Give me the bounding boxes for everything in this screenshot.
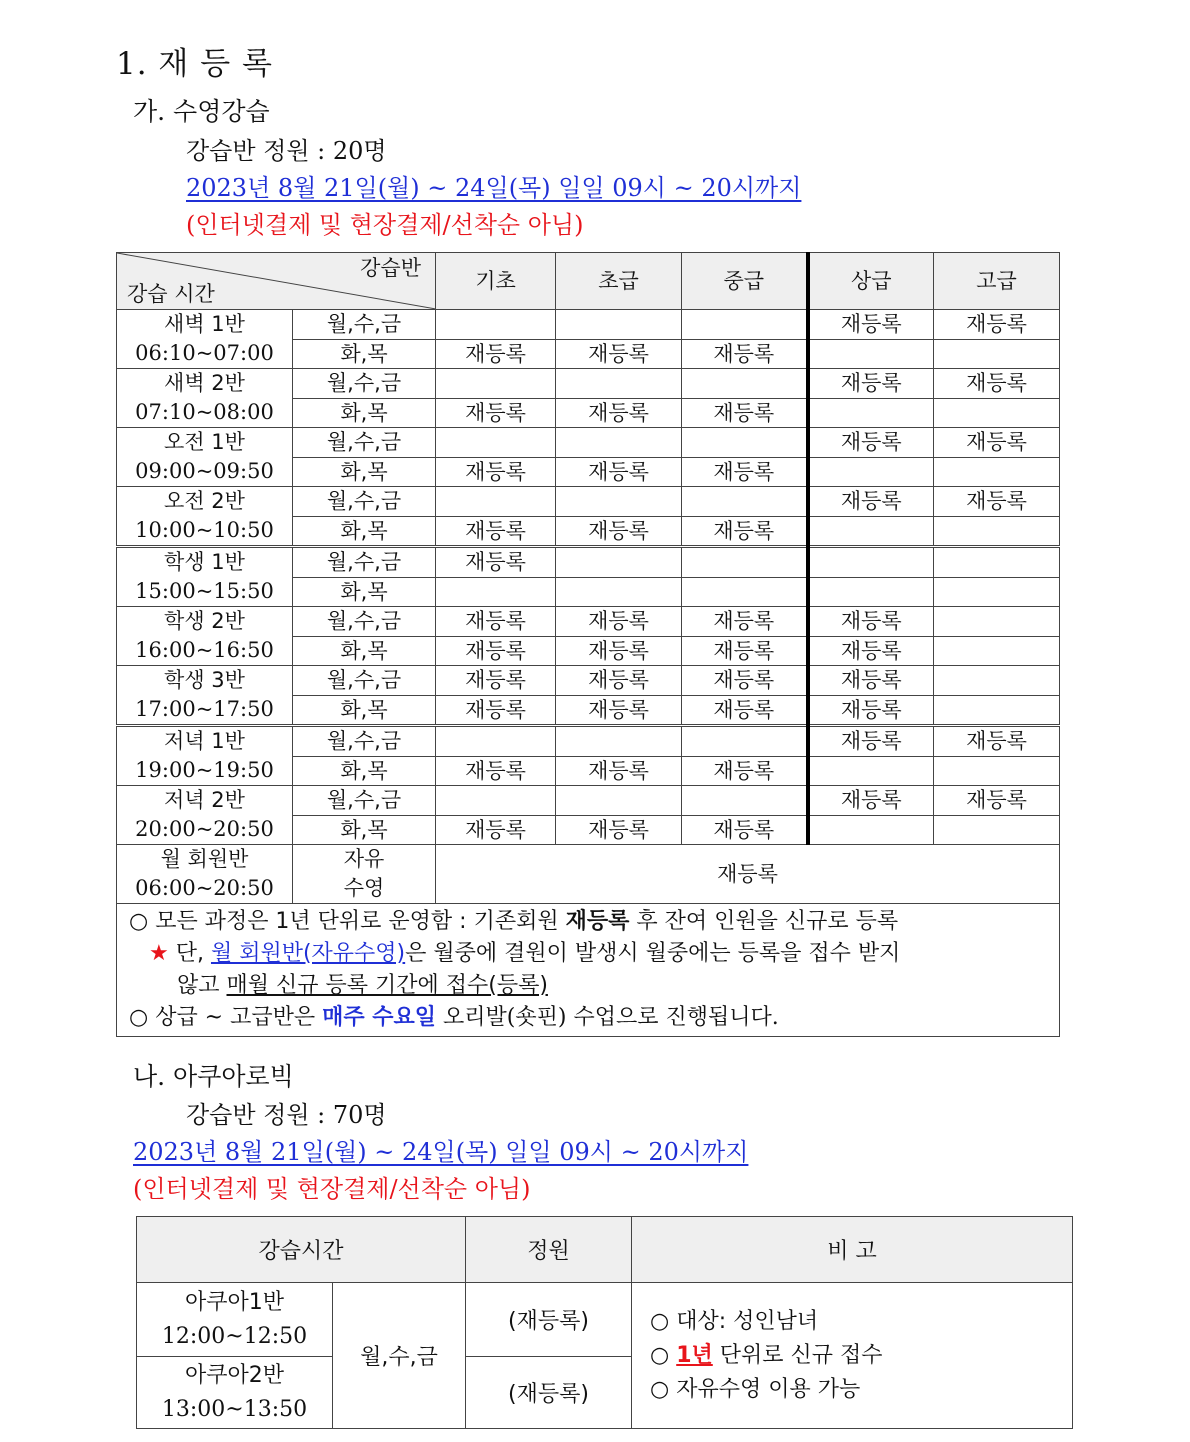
class-days: 화,목: [293, 695, 436, 726]
class-days: 화,목: [293, 457, 436, 487]
level-cell: 재등록: [682, 398, 808, 428]
level-cell: [934, 577, 1060, 607]
level-cell: 재등록: [808, 666, 934, 696]
level-cell: [682, 547, 808, 578]
monthly-class-name: 월 회원반: [160, 847, 249, 871]
class-period: [117, 786, 293, 845]
class-name: 학생 3반: [164, 668, 245, 692]
corner-level-label: 강습반: [360, 256, 421, 280]
class-period: [117, 666, 293, 726]
level-cell: 재등록: [682, 695, 808, 726]
level-cell: 재등록: [808, 428, 934, 458]
level-cell: 재등록: [682, 457, 808, 487]
note-monthly: ★ 단, 월 회원반(자유수영)은 월중에 결원이 발생시 월중에는 등록을 접수 받지: [149, 941, 901, 966]
level-cell: 재등록: [682, 339, 808, 369]
class-time: 09:00~09:50: [135, 459, 274, 483]
aqua-days: 월,수,금: [333, 1283, 466, 1429]
class-period: [117, 310, 293, 369]
level-cell: 재등록: [436, 815, 556, 845]
class-period: [117, 547, 293, 607]
level-cell: [556, 577, 682, 607]
level-cell: [436, 577, 556, 607]
level-cell: [808, 577, 934, 607]
level-cell: 재등록: [556, 398, 682, 428]
level-cell: 재등록: [436, 607, 556, 637]
class-days: 월,수,금: [293, 726, 436, 757]
class-name: 학생 1반: [164, 550, 245, 574]
level-cell: 재등록: [934, 786, 1060, 816]
level-header: 기초: [436, 253, 556, 310]
class-time: 17:00~17:50: [135, 697, 274, 721]
level-cell: [682, 487, 808, 517]
class-period: [117, 607, 293, 666]
level-cell: [436, 786, 556, 816]
monthly-class-time: 06:00~20:50: [135, 876, 274, 900]
section-b-period: 2023년 8월 21일(월) ~ 24일(목) 일일 09시 ~ 20시까지: [133, 1138, 749, 1166]
class-period: [117, 487, 293, 547]
aqua-class-2-time: 13:00~13:50: [161, 1396, 308, 1422]
level-cell: 재등록: [436, 756, 556, 786]
level-cell: [556, 310, 682, 340]
section-b-payment: (인터넷결제 및 현장결제/선착순 아님): [133, 1175, 531, 1203]
level-cell: [808, 547, 934, 578]
level-cell: [556, 786, 682, 816]
level-cell: [436, 487, 556, 517]
class-days: 월,수,금: [293, 607, 436, 637]
level-cell: 재등록: [436, 666, 556, 696]
level-cell: 재등록: [682, 756, 808, 786]
level-cell: 재등록: [556, 695, 682, 726]
level-cell: [682, 310, 808, 340]
aquarobic-table: [136, 1216, 1073, 1429]
level-cell: [934, 339, 1060, 369]
level-cell: 재등록: [934, 487, 1060, 517]
class-days: 화,목: [293, 756, 436, 786]
level-cell: 재등록: [934, 726, 1060, 757]
level-cell: 재등록: [934, 310, 1060, 340]
aqua-quota-2: (재등록): [466, 1357, 632, 1429]
level-cell: 재등록: [436, 339, 556, 369]
remark-unit: ○ 1년 단위로 신규 접수: [650, 1342, 883, 1368]
class-time: 19:00~19:50: [135, 758, 274, 782]
level-cell: [682, 726, 808, 757]
monthly-days: [293, 845, 436, 904]
class-days: 월,수,금: [293, 547, 436, 578]
note-monthly-cont: 않고 매월 신규 등록 기간에 접수(등록): [177, 973, 548, 998]
class-days: 월,수,금: [293, 428, 436, 458]
level-cell: 재등록: [556, 756, 682, 786]
section-a-capacity: 강습반 정원 : 20명: [186, 137, 387, 165]
level-cell: [808, 516, 934, 547]
level-cell: 재등록: [682, 666, 808, 696]
class-time: 15:00~15:50: [135, 579, 274, 603]
class-period: [117, 428, 293, 487]
level-cell: 재등록: [682, 815, 808, 845]
class-days: 월,수,금: [293, 487, 436, 517]
level-cell: 재등록: [436, 636, 556, 666]
class-days: 화,목: [293, 398, 436, 428]
class-days: 월,수,금: [293, 666, 436, 696]
note-monthly-highlight: 월 회원반(자유수영): [210, 941, 406, 966]
class-time: 20:00~20:50: [135, 817, 274, 841]
notes-cell: [117, 904, 1060, 1037]
level-cell: [934, 695, 1060, 726]
level-cell: 재등록: [436, 516, 556, 547]
level-cell: 재등록: [436, 457, 556, 487]
class-days: 월,수,금: [293, 369, 436, 399]
star-icon: ★: [149, 941, 169, 966]
level-cell: 재등록: [436, 547, 556, 578]
level-cell: 재등록: [556, 815, 682, 845]
level-cell: [934, 607, 1060, 637]
class-name: 새벽 2반: [164, 371, 245, 395]
level-header: 초급: [556, 253, 682, 310]
page-heading: 1. 재 등 록: [116, 46, 273, 82]
level-cell: 재등록: [808, 726, 934, 757]
level-cell: 재등록: [808, 487, 934, 517]
note-monthly-period: 매월 신규 등록 기간에 접수(등록): [226, 973, 548, 998]
level-cell: 재등록: [556, 607, 682, 637]
level-cell: [682, 369, 808, 399]
section-a-payment: (인터넷결제 및 현장결제/선착순 아님): [186, 211, 584, 239]
aqua-class-2-name: 아쿠아2반: [184, 1362, 284, 1388]
monthly-days-line: 자유: [343, 847, 385, 871]
level-cell: 재등록: [436, 398, 556, 428]
class-days: 화,목: [293, 577, 436, 607]
level-cell: 재등록: [934, 428, 1060, 458]
class-time: 16:00~16:50: [135, 638, 274, 662]
level-cell: 재등록: [808, 636, 934, 666]
level-cell: [682, 577, 808, 607]
level-cell: 재등록: [682, 636, 808, 666]
note-fins: ○ 상급 ~ 고급반은 매주 수요일 오리발(숏핀) 수업으로 진행됩니다.: [129, 1005, 779, 1030]
table-corner-cell: [117, 253, 436, 310]
class-days: 화,목: [293, 516, 436, 547]
aqua-class-2: [137, 1357, 333, 1429]
level-cell: 재등록: [682, 516, 808, 547]
remark-free-swim: ○ 자유수영 이용 가능: [650, 1376, 861, 1402]
aqua-quota-1: (재등록): [466, 1283, 632, 1357]
level-cell: [556, 487, 682, 517]
level-cell: 재등록: [436, 695, 556, 726]
level-cell: 재등록: [808, 695, 934, 726]
class-time: 10:00~10:50: [135, 518, 274, 542]
aqua-class-1-name: 아쿠아1반: [184, 1289, 284, 1315]
level-cell: [808, 815, 934, 845]
header-quota: 정원: [466, 1217, 632, 1283]
class-period: [117, 369, 293, 428]
section-a-period: 2023년 8월 21일(월) ~ 24일(목) 일일 09시 ~ 20시까지: [186, 174, 802, 202]
level-cell: [556, 428, 682, 458]
class-period: [117, 726, 293, 786]
level-cell: [934, 666, 1060, 696]
monthly-status: 재등록: [436, 845, 1060, 904]
class-name: 저녁 2반: [164, 788, 245, 812]
aqua-class-1-time: 12:00~12:50: [161, 1323, 308, 1349]
class-name: 새벽 1반: [164, 312, 245, 336]
level-cell: 재등록: [808, 786, 934, 816]
class-time: 07:10~08:00: [135, 400, 274, 424]
note-reregister-bold: 재등록: [565, 909, 630, 934]
level-cell: [808, 398, 934, 428]
header-class-time: 강습시간: [137, 1217, 466, 1283]
level-cell: 재등록: [808, 607, 934, 637]
level-cell: [934, 547, 1060, 578]
aqua-class-1: [137, 1283, 333, 1357]
class-days: 화,목: [293, 339, 436, 369]
level-cell: 재등록: [556, 636, 682, 666]
class-days: 월,수,금: [293, 310, 436, 340]
class-days: 화,목: [293, 815, 436, 845]
level-cell: [682, 786, 808, 816]
note-annual: ○ 모든 과정은 1년 단위로 운영함 : 기존회원 재등록 후 잔여 인원을 신규로 등록: [129, 909, 899, 934]
corner-time-label: 강습 시간: [127, 282, 215, 306]
class-name: 오전 2반: [164, 489, 245, 513]
level-cell: [808, 457, 934, 487]
level-cell: 재등록: [808, 310, 934, 340]
level-cell: [934, 516, 1060, 547]
level-cell: [436, 428, 556, 458]
level-cell: 재등록: [556, 666, 682, 696]
level-cell: [934, 398, 1060, 428]
level-cell: [436, 369, 556, 399]
remark-target: ○ 대상: 성인남녀: [650, 1308, 819, 1334]
level-cell: 재등록: [556, 516, 682, 547]
section-a-title: 가. 수영강습: [133, 97, 270, 126]
level-cell: [934, 457, 1060, 487]
level-cell: 재등록: [682, 607, 808, 637]
remark-unit-highlight: 1년: [676, 1342, 713, 1368]
level-cell: 재등록: [556, 457, 682, 487]
level-cell: [436, 310, 556, 340]
level-header: 중급: [682, 253, 808, 310]
class-name: 학생 2반: [164, 609, 245, 633]
level-cell: [934, 756, 1060, 786]
class-days: 월,수,금: [293, 786, 436, 816]
level-cell: [436, 726, 556, 757]
class-name: 오전 1반: [164, 430, 245, 454]
monthly-days-line: 수영: [343, 876, 385, 900]
swim-class-table: [116, 252, 1060, 1037]
section-b-capacity: 강습반 정원 : 70명: [186, 1101, 387, 1129]
level-cell: [934, 636, 1060, 666]
level-cell: 재등록: [808, 369, 934, 399]
class-days: 화,목: [293, 636, 436, 666]
level-cell: [808, 756, 934, 786]
level-cell: [682, 428, 808, 458]
level-header: 고급: [934, 253, 1060, 310]
class-name: 저녁 1반: [164, 729, 245, 753]
header-remarks: 비 고: [632, 1217, 1073, 1283]
note-wednesday: 매주 수요일: [322, 1005, 437, 1030]
level-cell: 재등록: [934, 369, 1060, 399]
aqua-remarks: [632, 1283, 1073, 1429]
level-cell: [934, 815, 1060, 845]
level-cell: [556, 726, 682, 757]
level-cell: [808, 339, 934, 369]
level-cell: [556, 547, 682, 578]
level-cell: [556, 369, 682, 399]
level-cell: 재등록: [556, 339, 682, 369]
section-b-title: 나. 아쿠아로빅: [133, 1062, 294, 1091]
monthly-class-period: [117, 845, 293, 904]
class-time: 06:10~07:00: [135, 341, 274, 365]
level-header: 상급: [808, 253, 934, 310]
